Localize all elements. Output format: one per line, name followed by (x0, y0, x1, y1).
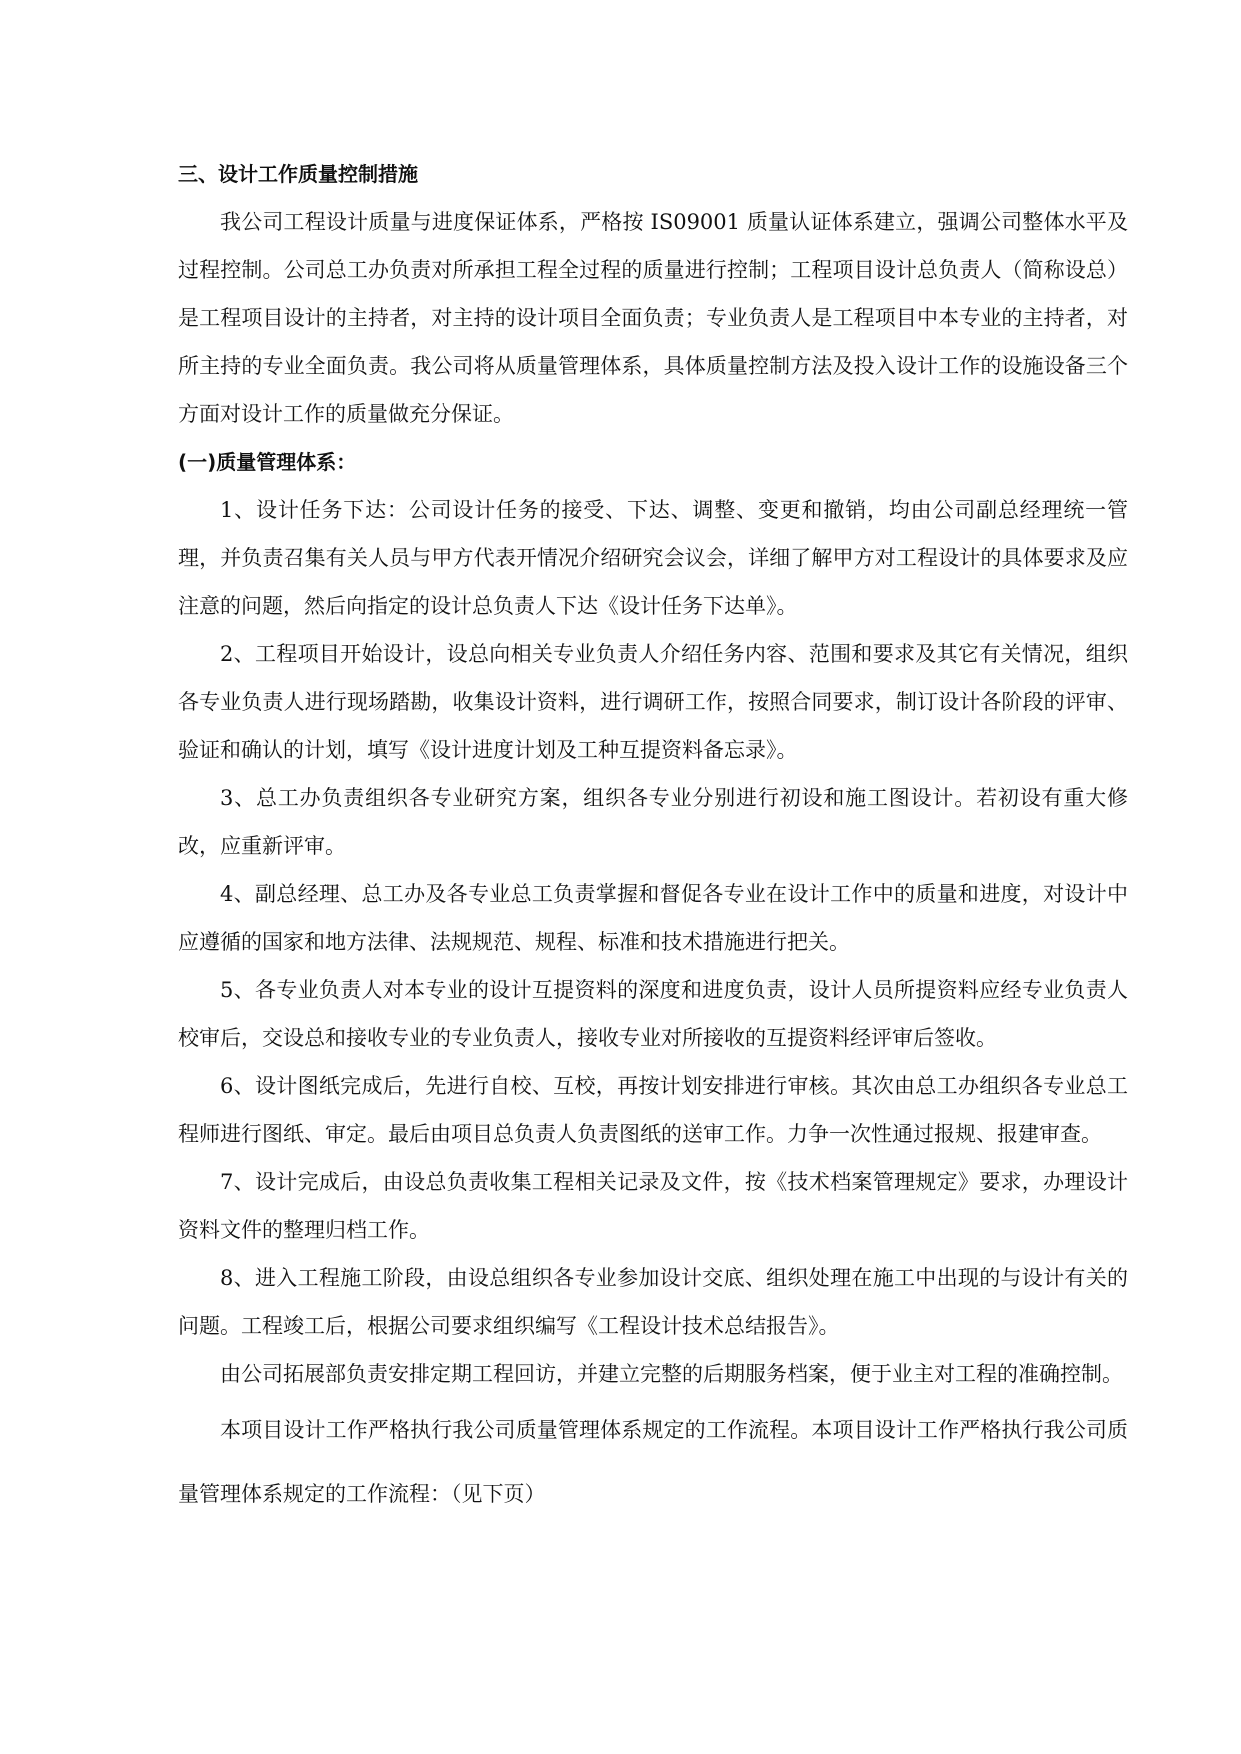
list-item: 4、副总经理、总工办及各专业总工负责掌握和督促各专业在设计工作中的质量和进度，对设计中应遵循的国家和地方法律、法规规范、规程、标准和技术措施进行把关。 (178, 882, 1128, 954)
list-item: 8、进入工程施工阶段，由设总组织各专业参加设计交底、组织处理在施工中出现的与设计有关的问题。工程竣工后，根据公司要求组织编写《工程设计技术总结报告》。 (178, 1266, 1128, 1338)
subsection-title: (一)质量管理体系： (178, 450, 357, 474)
list-item: 2、工程项目开始设计，设总向相关专业负责人介绍任务内容、范围和要求及其它有关情况，组织各专业负责人进行现场踏勘，收集设计资料，进行调研工作，按照合同要求，制订设计各阶段的评审、验证和确认的计划，填写《设计进度计划及工种互提资料备忘录》。 (178, 642, 1128, 762)
list-item: 5、各专业负责人对本专业的设计互提资料的深度和进度负责，设计人员所提资料应经专业负责人校审后，交设总和接收专业的专业负责人，接收专业对所接收的互提资料经评审后签收。 (178, 978, 1128, 1050)
list-item: 7、设计完成后，由设总负责收集工程相关记录及文件，按《技术档案管理规定》要求，办理设计资料文件的整理归档工作。 (178, 1170, 1128, 1242)
list-item: 1、设计任务下达：公司设计任务的接受、下达、调整、变更和撤销，均由公司副总经理统一管理，并负责召集有关人员与甲方代表开情况介绍研究会议会，详细了解甲方对工程设计的具体要求及应注意的问题，然后向指定的设计总负责人下达《设计任务下达单》。 (178, 498, 1128, 618)
service-note-paragraph: 由公司拓展部负责安排定期工程回访，并建立完整的后期服务档案，便于业主对工程的准确控制。 (220, 1362, 1123, 1386)
closing-paragraph: 本项目设计工作严格执行我公司质量管理体系规定的工作流程。本项目设计工作严格执行我公司质量管理体系规定的工作流程：（见下页） (178, 1418, 1128, 1506)
list-item: 3、总工办负责组织各专业研究方案，组织各专业分别进行初设和施工图设计。若初设有重大修改，应重新评审。 (178, 786, 1128, 858)
section-title: 三、设计工作质量控制措施 (178, 162, 418, 186)
intro-paragraph: 我公司工程设计质量与进度保证体系，严格按 IS09001 质量认证体系建立，强调公司整体水平及过程控制。公司总工办负责对所承担工程全过程的质量进行控制；工程项目设计总负责人（简称设总）是工程项目设计的主持者，对主持的设计项目全面负责；专业负责人是工程项目中本专业的主持者，对所主持的专业全面负责。我公司将从质量管理体系，具体质量控制方法及投入设计工作的设施设备三个方面对设计工作的质量做充分保证。 (178, 210, 1128, 426)
document-body (178, 150, 1128, 1526)
list-item: 6、设计图纸完成后，先进行自校、互校，再按计划安排进行审核。其次由总工办组织各专业总工程师进行图纸、审定。最后由项目总负责人负责图纸的送审工作。力争一次性通过报规、报建审查。 (178, 1074, 1128, 1146)
